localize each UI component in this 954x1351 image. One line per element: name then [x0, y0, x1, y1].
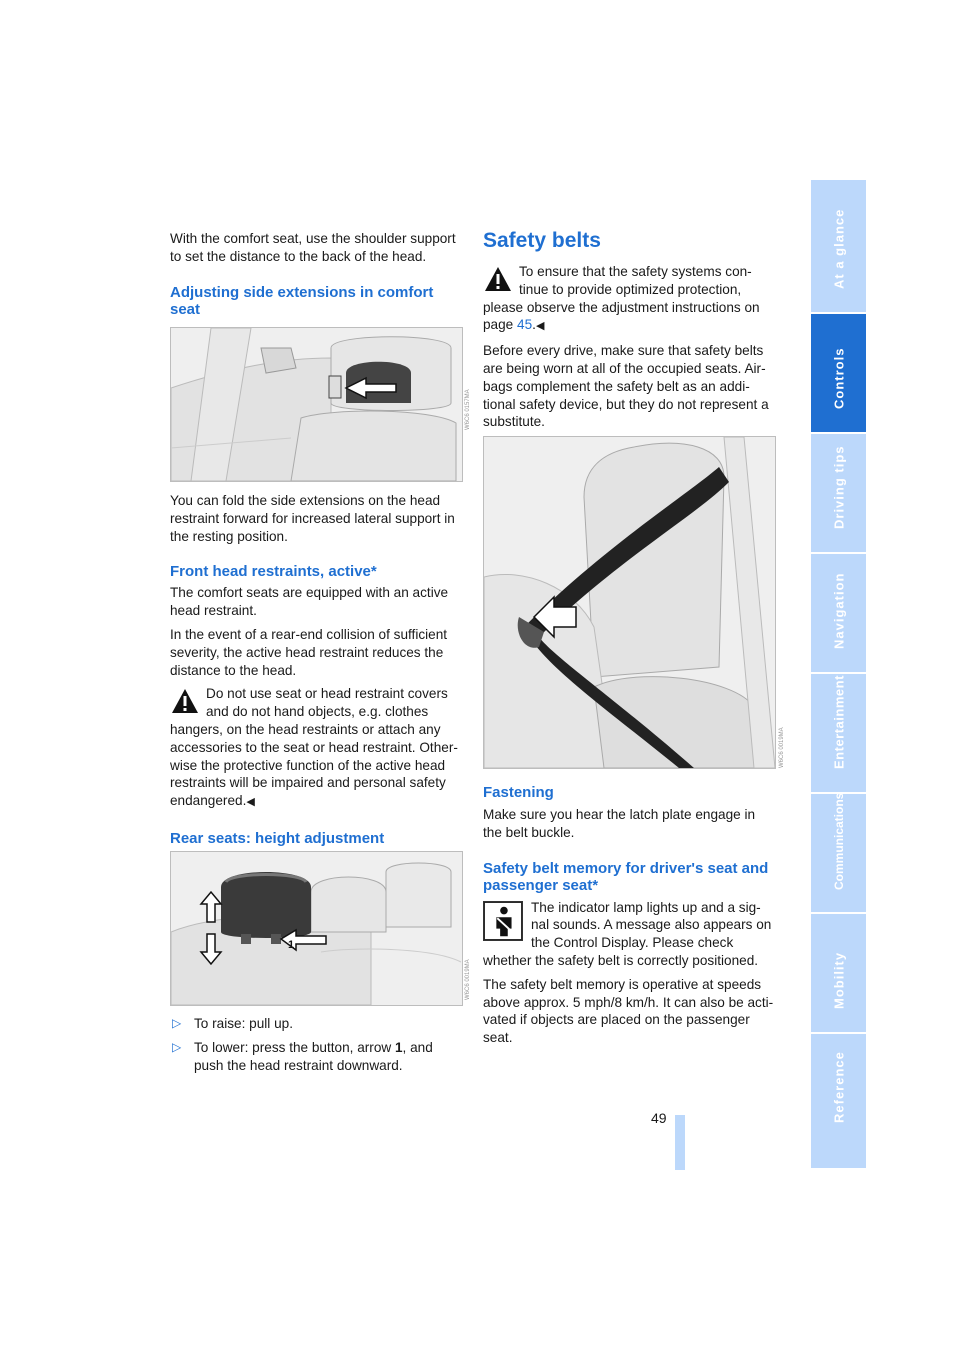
tab-mobility[interactable]	[811, 914, 866, 1034]
lower-instruction-a: To lower: press the button, arrow	[194, 1039, 395, 1055]
page-number-bar	[675, 1115, 685, 1170]
tab-controls[interactable]	[811, 314, 866, 434]
heading-rear-seats: Rear seats: height adjustment	[170, 829, 385, 847]
safety-warning	[483, 263, 775, 336]
memory-paragraph-1	[483, 899, 775, 970]
section-title: Safety belts	[483, 229, 601, 252]
instruction-list	[170, 1015, 463, 1074]
figure-rear-head-restraint	[170, 851, 463, 1006]
tab-driving-tips[interactable]	[811, 434, 866, 554]
tab-reference[interactable]	[811, 1034, 866, 1168]
page-number: 49	[651, 1110, 667, 1126]
figure-code-1: W6C6 0157MA	[465, 389, 471, 430]
tab-communications[interactable]	[811, 794, 866, 914]
lower-instruction-b: , and push the head restraint downward.	[194, 1039, 433, 1073]
raise-instruction: To raise: pull up.	[194, 1016, 293, 1031]
right-column-lower	[483, 784, 775, 1053]
heading-belt-memory: Safety belt memory for driver's seat and passenger seat*	[483, 859, 769, 894]
left-column-list	[170, 1015, 463, 1080]
list-item	[170, 1015, 463, 1033]
tab-label: Entertainment	[831, 675, 846, 769]
tab-label: Communications	[831, 792, 846, 890]
lower-instruction-number: 1	[394, 1039, 403, 1055]
figure-code-2: W6C6 0019MA	[465, 959, 471, 1000]
tab-label: Driving tips	[831, 445, 846, 529]
left-column	[170, 230, 463, 318]
tab-at-a-glance[interactable]	[811, 180, 866, 314]
warning-triangle-icon	[483, 265, 513, 293]
bullet-arrow-icon: ▷	[172, 1016, 182, 1030]
heading-front-head-restraints: Front head restraints, active*	[170, 563, 377, 581]
safety-warning-end: .	[532, 317, 536, 333]
page-link[interactable]: 45	[517, 317, 533, 333]
heading-fastening: Fastening	[483, 784, 554, 801]
end-marker-icon: ◀	[535, 320, 545, 333]
tab-label: Controls	[831, 347, 846, 409]
tab-entertainment[interactable]	[811, 674, 866, 794]
tab-label: Mobility	[831, 951, 846, 1009]
figure-arrow-label: 1	[288, 939, 295, 951]
warning-text: Do not use seat or head restraint covers and do not hand objects, e.g. clothes hangers, on the head restraints or attach any accessories to the seat or head restraint. Other-wise the protective function of the active head restraints will be impaired and personal safety endangered.	[170, 686, 458, 809]
chapter-tabs	[811, 180, 866, 1168]
tab-navigation[interactable]	[811, 554, 866, 674]
tab-label: At a glance	[831, 208, 846, 289]
tab-label: Navigation	[831, 572, 846, 649]
memory-paragraph-2: The safety belt memory is operative at speeds above approx. 5 mph/8 km/h. It can also be acti-vated if objects are placed on the passenger seat.	[483, 976, 774, 1046]
intro-paragraph: With the comfort seat, use the shoulder support to set the distance to the back of the head.	[170, 231, 456, 264]
list-item	[170, 1039, 463, 1075]
safety-belts-paragraph: Before every drive, make sure that safety belts are being worn at all of the occupied seats. Air-bags complement the safety belt as an addi-tional safety device, but they do not represent a substitute.	[483, 343, 769, 430]
seatbelt-indicator-icon	[483, 901, 523, 941]
memory-text-1: The indicator lamp lights up and a sig-nal sounds. A message also appears on the Control Display. Please check whether the safety belt is correctly positioned.	[483, 899, 772, 968]
active-paragraph-2: In the event of a rear-end collision of sufficient severity, the active head restraint reduces the distance to the head.	[170, 626, 448, 678]
right-column	[483, 229, 775, 437]
bullet-arrow-icon: ▷	[172, 1039, 182, 1054]
end-marker-icon: ◀	[246, 796, 255, 809]
fastening-text: Make sure you hear the latch plate engage in the belt buckle.	[483, 807, 756, 840]
figure-code-3: W6C6 0019MA	[779, 727, 785, 768]
figure-head-restraint-side	[170, 327, 463, 482]
tab-label: Reference	[831, 1051, 846, 1123]
figure-safety-belt	[483, 436, 776, 769]
left-column-lower	[170, 492, 463, 847]
side-extension-text: You can fold the side extensions on the head restraint forward for increased lateral support in the resting position.	[170, 493, 455, 544]
warning-paragraph	[170, 685, 463, 812]
safety-warning-text: To ensure that the safety systems con-tinue to provide optimized protection, please observe the adjustment instructions on page	[483, 264, 760, 333]
active-paragraph-1: The comfort seats are equipped with an active head restraint.	[170, 585, 449, 619]
heading-side-extensions: Adjusting side extensions in comfort seat	[170, 283, 434, 318]
warning-triangle-icon	[170, 687, 200, 715]
